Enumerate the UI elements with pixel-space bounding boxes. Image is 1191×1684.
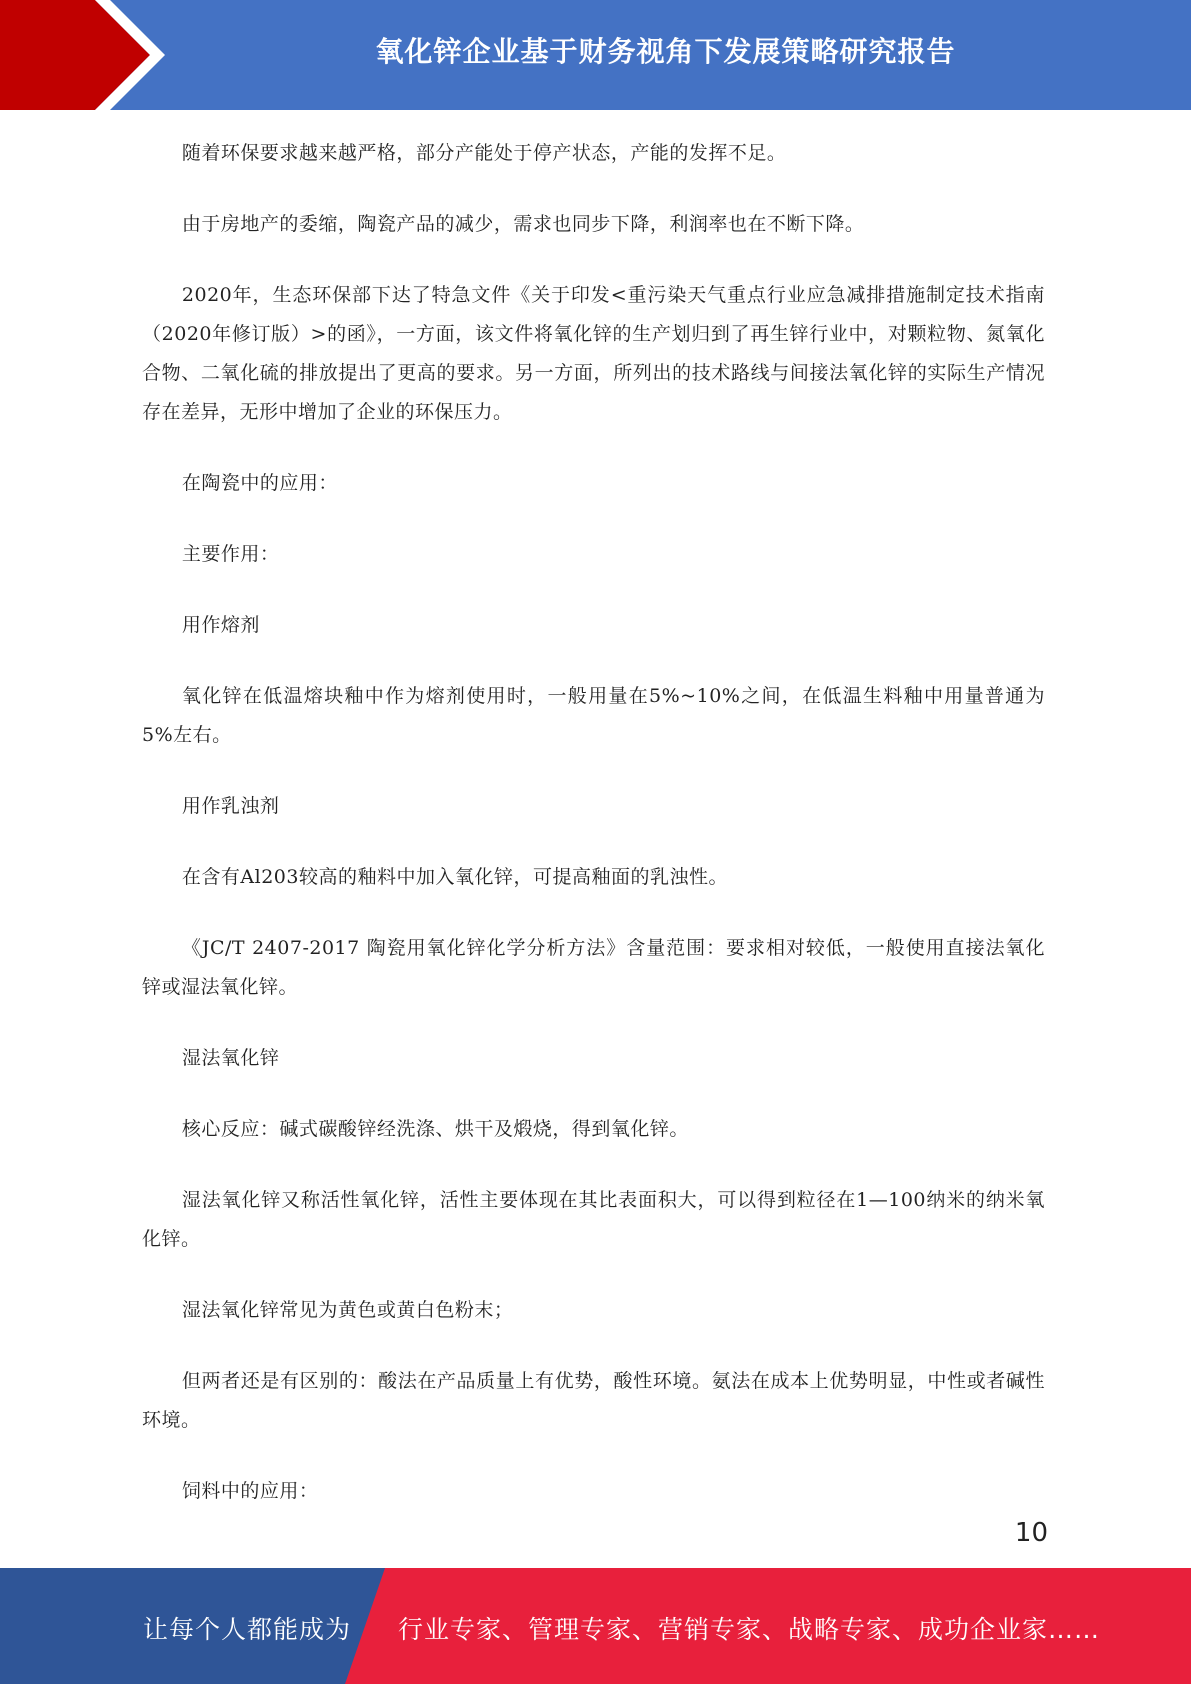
page-footer: [0, 1568, 1191, 1684]
paragraph: 2020年，生态环保部下达了特急文件《关于印发<重污染天气重点行业应急减排措施制定技术指南（2020年修订版）>的函》，一方面，该文件将氧化锌的生产划归到了再生锌行业中，对颗粒物、氮氧化合物、二氧化硫的排放提出了更高的要求。另一方面，所列出的技术路线与间接法氧化锌的实际生产情况存在差异，无形中增加了企业的环保压力。: [142, 284, 1045, 423]
paragraph: 湿法氧化锌又称活性氧化锌，活性主要体现在其比表面积大，可以得到粒径在1—100纳米的纳米氧化锌。: [142, 1189, 1045, 1250]
paragraph: 由于房地产的委缩，陶瓷产品的减少，需求也同步下降，利润率也在不断下降。: [181, 213, 865, 235]
paragraph: 湿法氧化锌常见为黄色或黄白色粉末；: [181, 1299, 514, 1321]
paragraph: 在含有Al203较高的釉料中加入氧化锌，可提高釉面的乳浊性。: [181, 866, 728, 888]
footer-slogan-right: 行业专家、管理专家、营销专家、战略专家、成功企业家……: [398, 1615, 1101, 1644]
footer-slogan-left: 让每个人都能成为: [143, 1615, 352, 1644]
section-heading: 用作乳浊剂: [181, 795, 280, 817]
paragraph: 但两者还是有区别的：酸法在产品质量上有优势，酸性环境。氨法在成本上优势明显，中性或者碱性环境。: [142, 1370, 1045, 1431]
paragraph: 核心反应：碱式碳酸锌经洗涤、烘干及煅烧，得到氧化锌。: [181, 1118, 689, 1140]
section-heading: 饲料中的应用：: [181, 1480, 319, 1502]
section-heading: 在陶瓷中的应用：: [181, 472, 338, 494]
section-heading: 湿法氧化锌: [181, 1047, 280, 1069]
paragraph: 氧化锌在低温熔块釉中作为熔剂使用时，一般用量在5%~10%之间，在低温生料釉中用量普通为5%左右。: [142, 685, 1045, 746]
page-number: 10: [1014, 1518, 1048, 1548]
section-heading: 主要作用：: [181, 543, 280, 565]
paragraph: 《JC/T 2407-2017 陶瓷用氧化锌化学分析方法》含量范围：要求相对较低，一般使用直接法氧化锌或湿法氧化锌。: [142, 937, 1045, 998]
paragraph: 随着环保要求越来越严格，部分产能处于停产状态，产能的发挥不足。: [181, 142, 787, 164]
document-body: [142, 134, 1045, 1543]
section-heading: 用作熔剂: [181, 614, 260, 636]
report-title: 氧化锌企业基于财务视角下发展策略研究报告: [375, 35, 956, 68]
page-header: [0, 0, 1191, 110]
